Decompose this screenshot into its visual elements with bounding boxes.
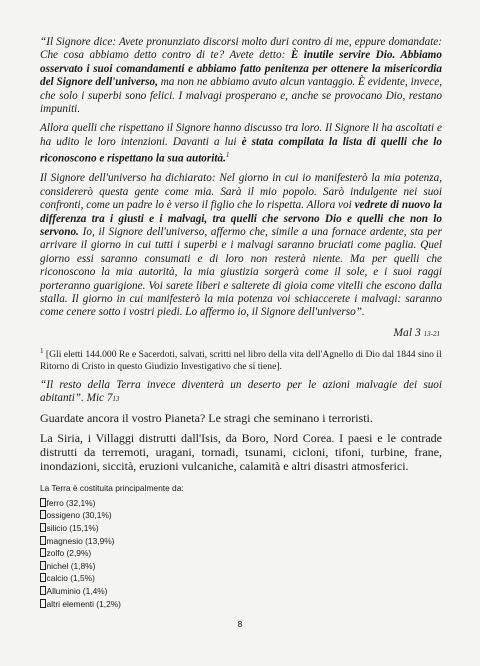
list-item xyxy=(40,598,442,611)
list-item-label: zolfo (2,9%) xyxy=(46,548,92,559)
quote-paragraph-2 xyxy=(40,122,442,166)
bullet-box-icon xyxy=(40,536,46,545)
quote-text: Allora quelli che rispettano il Signore hanno discusso tra loro. Il Signore li ha ascoltati e ha udito le loro intenzioni. Davanti a lui xyxy=(40,122,442,148)
footnote xyxy=(40,345,442,373)
page-number: 8 xyxy=(237,619,243,629)
list-item-label: calcio (1,5%) xyxy=(46,573,95,584)
list-heading: La Terra è costituita principalmente da: xyxy=(40,482,184,493)
bullet-box-icon xyxy=(40,523,46,532)
footnote-marker: 1 xyxy=(225,151,230,160)
reference-verses: 13-21 xyxy=(423,329,440,338)
quote-bold-text: È inutile servire Dio. Abbiamo osservato i suoi comandamenti e abbiamo fatto penitenza per ottenere la misericordia del Signore dell'universo, xyxy=(40,49,442,89)
list-item xyxy=(40,535,442,548)
reference-book: Mal 3 xyxy=(393,325,421,339)
list-item-label: ossigeno (30,1%) xyxy=(46,510,112,521)
bullet-box-icon xyxy=(40,548,46,557)
list-item xyxy=(40,560,442,573)
list-item xyxy=(40,522,442,535)
quote-bold-text: è stata compilata la lista di quelli che lo riconoscono e rispettano la sua autorità. xyxy=(40,135,442,165)
quote-micah xyxy=(40,379,442,407)
list-item xyxy=(40,585,442,598)
bullet-box-icon xyxy=(40,498,46,507)
list-item xyxy=(40,572,442,585)
body-paragraph-1: Guardate ancora il vostro Pianeta? Le stragi che seminano i terroristi. xyxy=(40,410,373,425)
quote-text: Io, il Signore dell'universo, affermo che, simile a una fornace ardente, sta per arrivare il giorno in cui tutti i superbi e i malvagi saranno bruciati come paglia. Quel giorno essi saranno consumati e di loro non resterà niente. Ma per quelli che riconoscono la mia autorità, la mia giustizia sorgerà come il sole, e i suoi raggi porteranno guarigione. Voi sarete liberi e salterete di gioia come vitelli che escono dalla stalla. Il giorno in cui manifesterò la mia potenza voi schiaccerete i malvagi: saranno come cenere sotto i vostri piedi. Lo affermo io, il Signore dell'universo”. xyxy=(40,226,442,319)
quote-text: ma non ne abbiamo avuto alcun vantaggio. È evidente, invece, che solo i superbi sono felici. I malvagi prosperano e, anche se provocano Dio, restano impuniti. xyxy=(40,76,442,116)
bullet-box-icon xyxy=(40,599,46,608)
footnote-number: 1 xyxy=(40,346,44,355)
list-item-label: Alluminio (1,4%) xyxy=(46,586,108,597)
list-item xyxy=(40,547,442,560)
list-item-label: ferro (32,1%) xyxy=(46,497,96,508)
list-item-label: silicio (15,1%) xyxy=(46,523,99,534)
quote-text: “Il Signore dice: Avete pronunziato discorsi molto duri contro di me, eppure domandate: Che cosa abbiamo detto contro di te? Avete detto: xyxy=(40,36,442,62)
list-item-label: nichel (1,8%) xyxy=(46,560,96,571)
bullet-box-icon xyxy=(40,510,46,519)
quote-paragraph-3 xyxy=(40,172,442,319)
bible-reference xyxy=(40,326,440,339)
element-list xyxy=(40,497,442,610)
quote-text: Il Signore dell'universo ha dichiarato: Nel giorno in cui io manifesterò la mia potenza, considererò questa gente come mia. Sarà il mio popolo. Sarò indulgente nei suoi confronti, come un padre lo è verso il figlio che lo rispetta. Allora voi xyxy=(40,172,442,212)
quote-bold-text: vedrete di nuovo la differenza tra i giusti e i malvagi, tra quelli che servono Dio e quelli che non lo servono. xyxy=(40,199,443,239)
bullet-box-icon xyxy=(40,586,46,595)
list-item-label: magnesio (13,9%) xyxy=(46,535,115,546)
bullet-box-icon xyxy=(40,573,46,582)
quote-paragraph-1 xyxy=(40,36,442,116)
footnote-text: [Gli eletti 144.000 Re e Sacerdoti, salvati, scritti nel libro della vita dell'Agnello di Dio dal 1844 sino il Ritorno di Cristo in questo Giudizio Investigativo che si tiene]. xyxy=(40,349,442,373)
list-item xyxy=(40,497,442,510)
list-item-label: altri elementi (1,2%) xyxy=(46,598,121,609)
bullet-box-icon xyxy=(40,561,46,570)
quote-text: “Il resto della Terra invece diventerà un deserto per le azioni malvagie dei suoi abitanti”. Mic 7 xyxy=(40,379,442,405)
body-paragraph-2: La Siria, i Villaggi distrutti dall'Isis, da Boro, Nord Corea. I paesi e le contrade distrutti da terremoti, uragani, tornadi, tsunami, cicloni, tifoni, turbine, frane, inondazioni, siccità, eruzioni vulcaniche, calamità e altri disastri atmosferici. xyxy=(40,430,442,473)
list-item xyxy=(40,509,442,522)
reference-verses: 13 xyxy=(112,395,120,404)
